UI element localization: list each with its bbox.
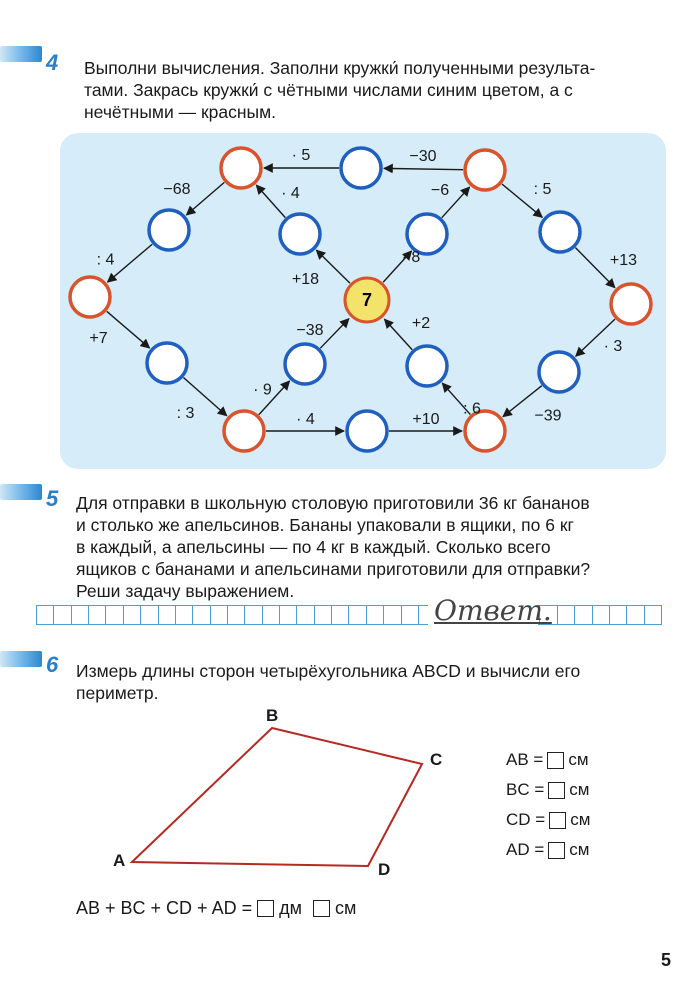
measure-cd-unit: см	[570, 810, 591, 829]
measure-cd	[506, 810, 590, 830]
circle-lower-right[interactable]	[539, 352, 579, 392]
circle-chain-diagram	[60, 133, 666, 469]
circle-inner-right-high[interactable]	[407, 214, 447, 254]
measure-cd-label: CD =	[506, 810, 546, 829]
circle-top-right[interactable]	[465, 150, 505, 190]
op-label-far-left-to-lower-left: +7	[89, 330, 108, 347]
circle-top-mid[interactable]	[341, 148, 381, 188]
circle-bottom-mid[interactable]	[347, 411, 387, 451]
grid-cell[interactable]	[349, 606, 366, 625]
measure-bc-unit: см	[569, 780, 590, 799]
quadrilateral-abcd	[100, 700, 460, 890]
measure-bc-label: BC =	[506, 780, 545, 799]
circle-inner-right-low[interactable]	[407, 346, 447, 386]
perimeter-dm-unit: дм	[279, 898, 302, 918]
perimeter-sum-label: AB + BC + CD + AD =	[76, 898, 253, 918]
task-5-line-4: ящиков с бананами и апельсинами приготовили для отправки?	[76, 559, 591, 579]
perimeter-cm-unit: см	[334, 898, 357, 918]
grid-cell[interactable]	[72, 606, 89, 625]
grid-cell[interactable]	[193, 606, 210, 625]
op-label-lower-right-to-bottom-right: −39	[534, 407, 562, 425]
grid-cell[interactable]	[575, 606, 592, 625]
grid-cell[interactable]	[315, 606, 332, 625]
grid-cell[interactable]	[176, 606, 193, 625]
circle-lower-left[interactable]	[147, 343, 187, 383]
grid-cell[interactable]	[645, 606, 662, 625]
measure-ad	[506, 840, 589, 860]
grid-cell[interactable]	[228, 606, 245, 625]
measure-ab-label: AB =	[506, 750, 544, 769]
grid-cell[interactable]	[384, 606, 401, 625]
task-6-number: 6	[46, 652, 59, 677]
grid-cell[interactable]	[627, 606, 644, 625]
task-4-line-2: тами. Закрась кружки́ с чётными числами синим цветом, а с	[84, 80, 573, 100]
vertex-a-label: A	[113, 851, 126, 870]
op-label-inner-right-low-to-center: +2	[411, 315, 431, 332]
op-label-top-right-to-upper-right: : 5	[533, 181, 552, 198]
answer-label: Ответ.	[428, 594, 538, 628]
measure-ad-label: AD =	[506, 840, 545, 859]
op-label-far-right-to-lower-right: · 3	[603, 338, 623, 355]
grid-cell[interactable]	[610, 606, 627, 625]
grid-cell[interactable]	[141, 606, 158, 625]
measure-bc-box[interactable]	[548, 782, 565, 799]
grid-cell[interactable]	[89, 606, 106, 625]
circle-far-left[interactable]	[70, 277, 110, 317]
grid-cell[interactable]	[106, 606, 123, 625]
grid-cell[interactable]	[402, 606, 419, 625]
task-6-text	[76, 660, 672, 704]
measure-cd-box[interactable]	[549, 812, 566, 829]
circle-upper-right[interactable]	[540, 212, 580, 252]
circle-top-left[interactable]	[221, 148, 261, 188]
grid-cell[interactable]	[263, 606, 280, 625]
vertex-c-label: C	[430, 750, 443, 769]
circle-inner-left-low[interactable]	[285, 344, 325, 384]
grid-cell[interactable]	[37, 606, 54, 625]
grid-cell[interactable]	[54, 606, 71, 625]
vertex-d-label: D	[378, 860, 391, 879]
start-value: 7	[361, 290, 373, 310]
circle-bottom-left[interactable]	[224, 411, 264, 451]
page-number: 5	[661, 950, 672, 970]
task-5-line-2: и столько же апельсинов. Бананы упаковали в ящики, по 6 кг	[76, 515, 574, 535]
measure-ad-box[interactable]	[548, 842, 565, 859]
measure-ab	[506, 750, 589, 770]
op-label-top-left-to-upper-left: −68	[163, 181, 191, 198]
grid-cell[interactable]	[159, 606, 176, 625]
task-4-number: 4	[46, 50, 59, 75]
task-4-line-1: Выполни вычисления. Заполни кружки́ полученными результа-	[84, 58, 596, 78]
grid-cell[interactable]	[297, 606, 314, 625]
circle-upper-left[interactable]	[149, 210, 189, 250]
measure-ab-box[interactable]	[547, 752, 564, 769]
task-5-line-3: в каждый, а апельсины — по 4 кг в каждый. Сколько всего	[76, 537, 551, 557]
measure-ab-unit: см	[568, 750, 589, 769]
op-label-center-to-inner-left-high: +18	[291, 271, 320, 288]
op-label-inner-left-high-to-top-left: · 4	[281, 185, 300, 202]
task-5-marker	[0, 484, 42, 500]
op-label-bottom-mid-to-bottom-right: +10	[412, 411, 440, 428]
op-label-inner-left-low-to-center: −38	[296, 322, 324, 339]
grid-cell[interactable]	[280, 606, 297, 625]
answer-grid[interactable]	[36, 605, 662, 625]
grid-cell[interactable]	[245, 606, 262, 625]
task-5-line-5: Реши задачу выражением.	[76, 581, 295, 601]
grid-cell[interactable]	[367, 606, 384, 625]
task-4-marker	[0, 46, 42, 62]
vertex-b-label: B	[266, 706, 279, 725]
grid-cell[interactable]	[124, 606, 141, 625]
grid-cell[interactable]	[558, 606, 575, 625]
perimeter-sum	[76, 898, 356, 919]
perimeter-dm-box[interactable]	[257, 900, 274, 917]
op-label-upper-right-to-far-right: +13	[609, 252, 638, 269]
op-label-top-right-to-top-mid: −30	[409, 148, 437, 165]
grid-cell[interactable]	[211, 606, 228, 625]
op-label-top-mid-to-top-left: · 5	[291, 147, 311, 164]
task-4-line-3: нечётными — красным.	[84, 102, 276, 122]
perimeter-cm-box[interactable]	[313, 900, 330, 917]
measure-ad-unit: см	[569, 840, 590, 859]
task-4-text	[84, 57, 674, 123]
op-label-inner-right-high-to-top-right: −6	[430, 182, 450, 199]
quadrilateral-outline	[132, 728, 422, 866]
task-6-line-2: периметр.	[76, 683, 159, 703]
task-5-line-1: Для отправки в школьную столовую приготовили 36 кг бананов	[76, 493, 590, 513]
op-label-bottom-right-to-inner-right-low: : 6	[463, 400, 481, 418]
circle-inner-left-high[interactable]	[280, 214, 320, 254]
op-label-center-to-inner-right-high: · 8	[401, 249, 421, 266]
task-6-line-1: Измерь длины сторон четырёхугольника ABCD и вычисли его	[76, 661, 581, 681]
op-label-bottom-left-to-inner-left-low: · 9	[253, 381, 272, 399]
task-5-text	[76, 492, 672, 602]
measure-bc	[506, 780, 589, 800]
grid-cell[interactable]	[593, 606, 610, 625]
op-label-bottom-left-to-bottom-mid: · 4	[296, 411, 315, 428]
task-6-marker	[0, 651, 42, 667]
op-label-upper-left-to-far-left: : 4	[96, 251, 115, 269]
circle-far-right[interactable]	[611, 284, 651, 324]
task-5-number: 5	[46, 486, 59, 511]
grid-cell[interactable]	[332, 606, 349, 625]
op-label-lower-left-to-bottom-left: : 3	[176, 405, 195, 422]
